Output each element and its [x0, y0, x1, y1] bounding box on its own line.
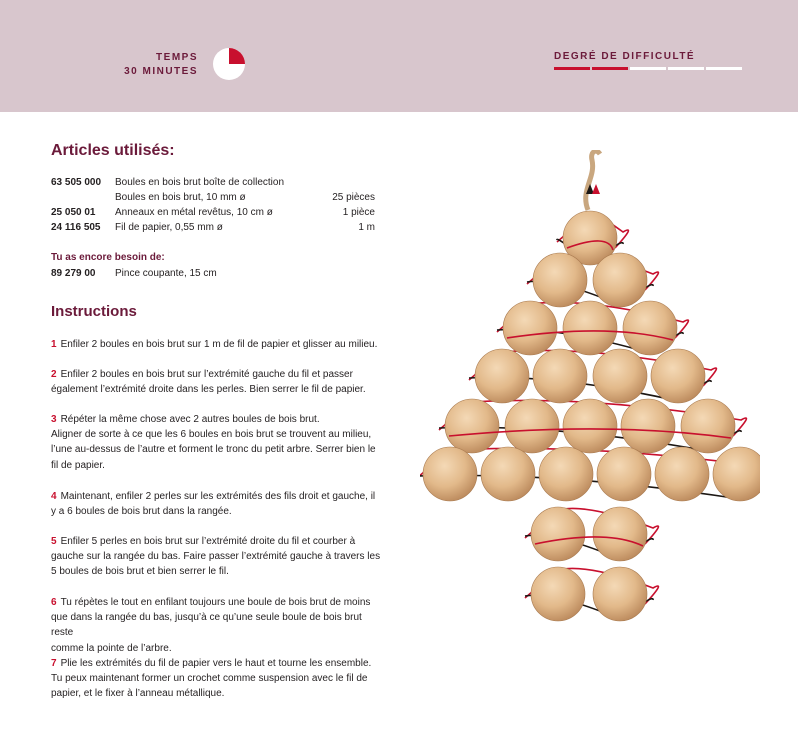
article-description: Fil de papier, 0,55 mm ø	[115, 222, 223, 233]
wooden-bead	[623, 301, 677, 355]
wire-tip-red	[592, 184, 600, 194]
header-band	[0, 0, 798, 112]
step-number: 4	[51, 491, 57, 502]
article-quantity: 1 m	[358, 222, 375, 233]
article-code: 63 505 000	[51, 177, 102, 188]
wooden-bead	[593, 253, 647, 307]
step-text: 5 boules de bois brut et bien serrer le fil.	[51, 566, 229, 578]
article-row	[51, 266, 375, 281]
step-text: Maintenant, enfiler 2 perles sur les extrémités des fils droit et gauche, il	[60, 491, 376, 502]
step-line	[51, 427, 381, 442]
step-text: également l’extrémité droite dans les perles. Bien serrer le fil de papier.	[51, 384, 366, 396]
step-text: Répéter la même chose avec 2 autres boules de bois brut.	[60, 414, 320, 425]
step-line	[51, 367, 381, 382]
wooden-bead	[681, 399, 735, 453]
step-text: gauche sur la rangée du bas. Faire passer l’extrémité gauche à travers les	[51, 551, 381, 563]
articles-list	[51, 175, 375, 235]
step-number: 5	[51, 536, 57, 547]
article-row	[51, 220, 375, 235]
step-text: que dans la rangée du bas, jusqu’à ce qu’une seule boule de bois brut reste	[51, 612, 362, 639]
step-text: l’une au-dessus de l’autre et forment le tronc du petit arbre. Serrer bien le	[51, 444, 376, 456]
step-text: Enfiler 5 perles en bois brut sur l’extrémité droite du fil et courber à	[60, 536, 356, 547]
difficulty-bar	[706, 67, 742, 70]
step-line	[51, 595, 381, 610]
wooden-bead	[531, 507, 585, 561]
wooden-bead	[505, 399, 559, 453]
wooden-bead	[651, 349, 705, 403]
article-description: Boules en bois brut boîte de collection	[115, 177, 284, 188]
step-text: Aligner de sorte à ce que les 6 boules en bois brut se trouvent au milieu,	[51, 429, 372, 441]
time-label: TEMPS	[156, 52, 198, 63]
step-line	[51, 610, 381, 640]
instructions-heading: Instructions	[51, 303, 137, 320]
step-text: comme la pointe de l’arbre.	[51, 642, 172, 654]
difficulty-bar	[592, 67, 628, 70]
needed-list	[51, 266, 375, 281]
wooden-bead	[713, 447, 760, 501]
article-code: 89 279 00	[51, 268, 96, 279]
step-line	[51, 458, 381, 473]
difficulty-bar	[554, 67, 590, 70]
step-number: 1	[51, 339, 57, 350]
step-line	[51, 671, 381, 686]
wooden-bead	[593, 507, 647, 561]
step-line	[51, 504, 381, 519]
wooden-bead-christmas-tree-photo	[420, 150, 760, 630]
instruction-step	[51, 412, 381, 473]
step-line	[51, 549, 381, 564]
step-text: Tu répètes le tout en enfilant toujours une boule de bois brut de moins	[60, 597, 371, 608]
instruction-step	[51, 367, 381, 397]
difficulty-bar	[668, 67, 704, 70]
step-text: y a 6 boules de bois brut dans la rangée.	[51, 506, 232, 518]
step-text: papier, et le fixer à l’anneau métallique.	[51, 688, 225, 700]
step-text: Tu peux maintenant former un crochet comme suspension avec le fil de	[51, 673, 368, 685]
step-number: 6	[51, 597, 57, 608]
wooden-bead	[533, 349, 587, 403]
step-number: 3	[51, 414, 57, 425]
article-quantity: 1 pièce	[342, 207, 375, 218]
step-line	[51, 686, 381, 701]
step-line	[51, 382, 381, 397]
instruction-step	[51, 337, 381, 352]
pie-clock-icon	[212, 47, 246, 81]
wooden-bead	[503, 301, 557, 355]
instruction-step	[51, 489, 381, 519]
wooden-bead	[445, 399, 499, 453]
wooden-bead	[531, 567, 585, 621]
wooden-bead	[475, 349, 529, 403]
wooden-bead	[621, 399, 675, 453]
wooden-bead	[481, 447, 535, 501]
difficulty-bar	[630, 67, 666, 70]
instruction-step	[51, 656, 381, 702]
step-text: Plie les extrémités du fil de papier vers le haut et tourne les ensemble.	[60, 658, 372, 669]
step-line	[51, 442, 381, 457]
needed-heading: Tu as encore besoin de:	[51, 252, 165, 263]
step-text: fil de papier.	[51, 459, 105, 471]
time-value: 30 MINUTES	[124, 66, 198, 77]
wooden-bead	[593, 349, 647, 403]
wooden-bead	[655, 447, 709, 501]
wooden-bead	[563, 301, 617, 355]
step-line	[51, 337, 381, 352]
step-number: 2	[51, 369, 57, 380]
step-line	[51, 489, 381, 504]
articles-heading: Articles utilisés:	[51, 142, 175, 159]
article-row	[51, 190, 375, 205]
instruction-step	[51, 534, 381, 580]
difficulty-meter	[554, 67, 742, 70]
instruction-step	[51, 595, 381, 656]
article-row	[51, 205, 375, 220]
article-description: Anneaux en métal revêtus, 10 cm ø	[115, 207, 273, 218]
difficulty-label: DEGRÉ DE DIFFICULTÉ	[554, 51, 696, 62]
step-line	[51, 534, 381, 549]
wooden-bead	[593, 567, 647, 621]
step-line	[51, 412, 381, 427]
article-description: Boules en bois brut, 10 mm ø	[115, 192, 246, 203]
article-description: Pince coupante, 15 cm	[115, 268, 217, 279]
wooden-bead	[423, 447, 477, 501]
paper-hook	[586, 151, 600, 210]
step-line	[51, 656, 381, 671]
step-line	[51, 641, 381, 656]
wooden-bead	[563, 399, 617, 453]
wooden-bead	[539, 447, 593, 501]
article-code: 25 050 01	[51, 207, 96, 218]
article-quantity: 25 pièces	[332, 192, 375, 203]
article-code	[51, 190, 115, 205]
time-info	[124, 51, 198, 79]
wooden-bead	[597, 447, 651, 501]
wooden-bead	[533, 253, 587, 307]
step-text: Enfiler 2 boules en bois brut sur l’extrémité gauche du fil et passer	[60, 369, 353, 380]
article-row	[51, 175, 375, 190]
step-line	[51, 564, 381, 579]
step-number: 7	[51, 658, 57, 669]
step-text: Enfiler 2 boules en bois brut sur 1 m de fil de papier et glisser au milieu.	[60, 339, 378, 350]
article-code: 24 116 505	[51, 222, 101, 233]
